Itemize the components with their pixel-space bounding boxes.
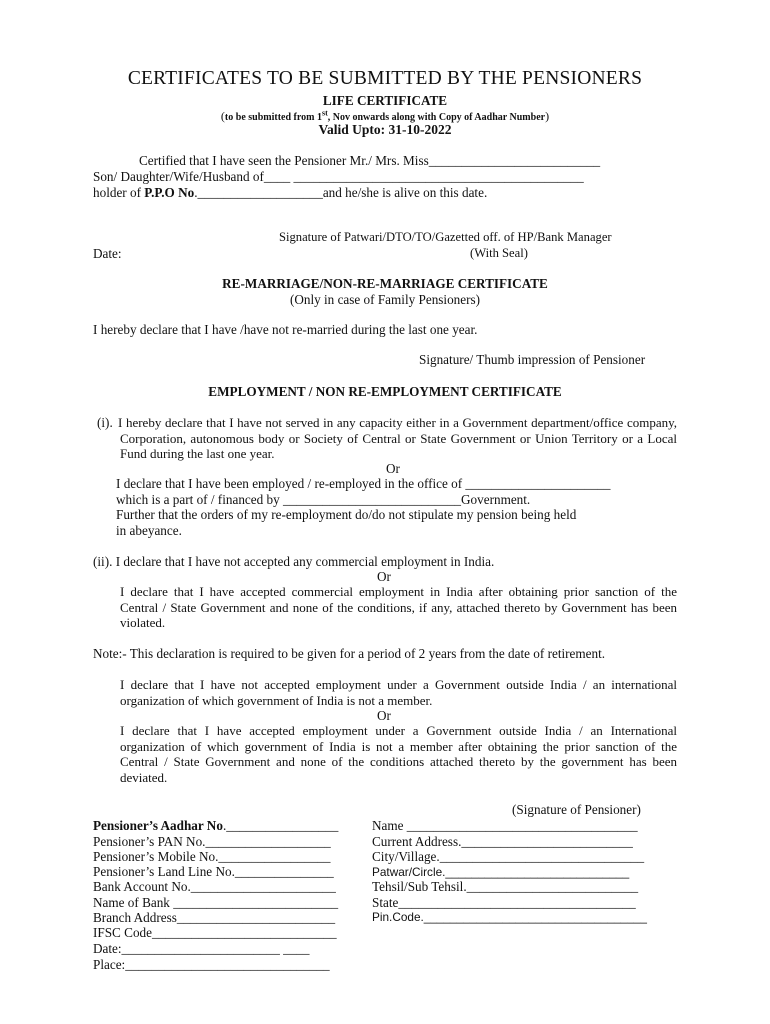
life-line-1: Certified that I have seen the Pensioner Mr./ Mrs. Miss__________________________ — [139, 153, 601, 168]
page-title: CERTIFICATES TO BE SUBMITTED BY THE PENSIONERS — [127, 68, 643, 89]
aadhar-label: Pensioner’s Aadhar No — [93, 818, 223, 833]
life-certificate-heading: LIFE CERTIFICATE — [322, 93, 448, 108]
date-field: Date:________________________ ____ — [93, 941, 310, 956]
pan-field: Pensioner’s PAN No.___________________ — [93, 834, 331, 849]
remarriage-subheading: (Only in case of Family Pensioners) — [289, 292, 481, 307]
clause-ii-alt: I declare that I have accepted commercial employment in India after obtaining prior sanction of the Central / State Government and none of the conditions, if any, attached thereto by Government has been violated. — [120, 584, 677, 631]
intl-declaration-1: I declare that I have not accepted employment under a Government outside India / an international organization of which government of India is not a member. — [120, 677, 677, 708]
pensioner-signature: (Signature of Pensioner) — [512, 802, 641, 817]
clause-i-label: (i). — [97, 415, 113, 430]
official-signature: Signature of Patwari/DTO/TO/Gazetted off. of HP/Bank Manager — [279, 230, 612, 244]
place-field: Place:_______________________________ — [93, 957, 330, 972]
note-sup: st — [321, 108, 328, 118]
current-address-field: Current Address.__________________________ — [372, 834, 633, 849]
remarriage-declaration: I hereby declare that I have /have not re-married during the last one year. — [93, 322, 478, 337]
bank-account-field: Bank Account No.______________________ — [93, 879, 336, 894]
aadhar-blank: ._________________ — [222, 818, 339, 833]
landline-field: Pensioner’s Land Line No._______________ — [93, 864, 334, 879]
valid-upto: Valid Upto: 31-10-2022 — [318, 122, 452, 137]
ppo-label: P.P.O No — [144, 185, 195, 200]
pin-code-field: Pin.Code.__________________________________ — [372, 910, 647, 924]
clause-i-alt-1: I declare that I have been employed / re-employed in the office of ______________________ — [116, 476, 611, 491]
clause-i-alt-3: Further that the orders of my re-employment do/do not stipulate my pension being held — [116, 507, 577, 522]
tehsil-field: Tehsil/Sub Tehsil.__________________________ — [372, 879, 639, 894]
patwar-circle-field: Patwar/Circle.____________________________ — [372, 865, 630, 879]
note-open-paren: ( — [220, 109, 225, 123]
branch-address-field: Branch Address________________________ — [93, 910, 336, 925]
aadhar-field — [93, 818, 338, 834]
life-line-3 — [93, 185, 487, 201]
with-seal: (With Seal) — [470, 246, 528, 260]
note: Note:- This declaration is required to be given for a period of 2 years from the date of retirement. — [93, 646, 606, 661]
note-post: , Nov onwards along with Copy of Aadhar Number — [327, 112, 546, 123]
mobile-field: Pensioner’s Mobile No._________________ — [93, 849, 331, 864]
or-1: Or — [386, 461, 400, 476]
clause-ii: (ii). I declare that I have not accepted any commercial employment in India. — [93, 554, 495, 569]
thumb-signature: Signature/ Thumb impression of Pensioner — [419, 352, 646, 367]
clause-i-text: I hereby declare that I have not served in any capacity either in a Government department/office company, Corporation, autonomous body or Society of Central or State Government or Union Territory or a Local Fund during the last one year. — [118, 415, 677, 462]
note-close-paren: ) — [545, 109, 550, 123]
life-line-3-pre: holder of — [93, 185, 145, 200]
intl-declaration-2: I declare that I have accepted employment under a Government outside India / an International organization of which government of India is not a member after obtaining the prior sanction of the Central / State Government and none of the conditions attached thereto by the government has been deviated. — [120, 723, 677, 785]
note-pre: to be submitted from 1 — [224, 112, 322, 123]
or-3: Or — [377, 708, 391, 723]
state-field: State____________________________________ — [372, 895, 636, 910]
employment-heading: EMPLOYMENT / NON RE-EMPLOYMENT CERTIFICATE — [208, 384, 562, 399]
date-label: Date: — [93, 246, 122, 261]
life-line-3-post: .___________________and he/she is alive on this date. — [194, 185, 488, 200]
clause-i-alt-2: which is a part of / financed by ___________________________Government. — [116, 492, 531, 507]
ifsc-field: IFSC Code____________________________ — [93, 925, 337, 940]
life-line-2: Son/ Daughter/Wife/Husband of____ ____________________________________________ — [93, 169, 584, 184]
name-field: Name ___________________________________ — [372, 818, 638, 833]
remarriage-heading: RE-MARRIAGE/NON-RE-MARRIAGE CERTIFICATE — [222, 276, 548, 291]
or-2: Or — [377, 569, 391, 584]
clause-i-alt-4: in abeyance. — [116, 523, 182, 538]
city-village-field: City/Village._______________________________ — [372, 849, 645, 864]
bank-name-field: Name of Bank _________________________ — [93, 895, 339, 910]
